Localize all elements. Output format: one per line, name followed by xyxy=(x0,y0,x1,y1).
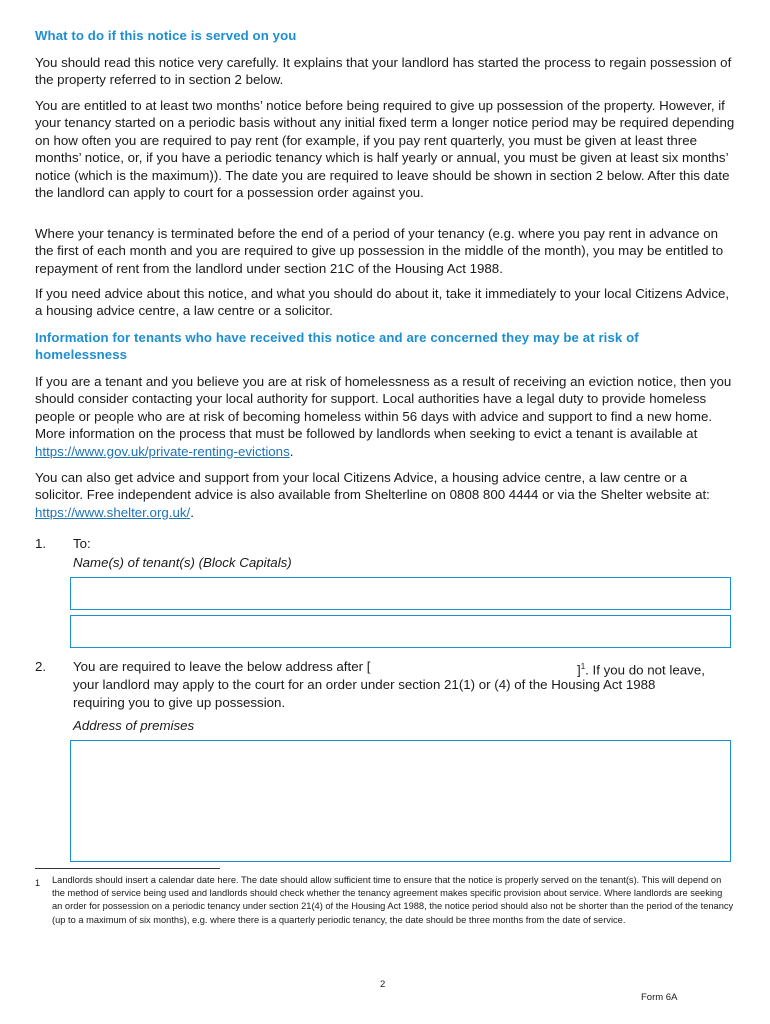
shelter-link[interactable]: https://www.shelter.org.uk/ xyxy=(35,504,191,520)
item-1-label: To: xyxy=(73,536,91,551)
leave-date-text-after: . If you do not leave, xyxy=(585,662,705,678)
paragraph-advice: If you need advice about this notice, and what you should do about it, take it immediately to your local Citizens Advice, a housing advice centre, a law centre or a solicitor. xyxy=(35,286,730,319)
paragraph-local-authority-text: If you are a tenant and you believe you are at risk of homelessness as a result of receiving an eviction notice, then you should consider contacting your local authority for support. Local authorities have a legal duty to provide homeless people or people who are at risk of becoming homeless within 56 days with advice and support to find a new home. More information on the process that must be followed by landlords when seeking to evict a tenant is available at xyxy=(35,374,732,442)
date-bracket-close: ] xyxy=(577,662,581,678)
address-field[interactable] xyxy=(70,740,731,862)
paragraph-read-notice: You should read this notice very carefully. It explains that your landlord has started the process to regain possession of the property referred to in section 2 below. xyxy=(35,55,732,88)
footnote-marker: 1 xyxy=(35,878,41,888)
footnote-text: Landlords should insert a calendar date here. The date should allow sufficient time to ensure that the notice is properly served on the tenant(s). This will depend on the method of service being used and landlords should check whether the tenancy agreement makes specific provision about service. Where landlords are seeking an order for possession on a periodic tenancy under section 21(4) of the Housing Act 1988, the notice period should also not be shorter than the period of the tenancy (up to a maximum of six months), e.g. where there is a quarterly periodic tenancy, the date should be three months from the date of service. xyxy=(52,875,734,925)
page-number: 2 xyxy=(380,979,386,990)
paragraph-shelter-text: You can also get advice and support from your local Citizens Advice, a housing advice centre, a law centre or a solicitor. Free independent advice is also available from Shelterline on 0808 800 4444 or via the Shelter website at: xyxy=(35,470,710,503)
form-name: Form 6A xyxy=(641,992,678,1003)
paragraph-shelter xyxy=(35,469,735,521)
leave-date-text-line-3: requiring you to give up possession. xyxy=(73,695,286,710)
paragraph-local-authority-end: . xyxy=(289,443,294,459)
leave-date-field[interactable] xyxy=(398,656,574,674)
tenant-names-label: Name(s) of tenant(s) (Block Capitals) xyxy=(73,555,292,570)
item-1-number: 1. xyxy=(35,536,47,551)
gov-evictions-link[interactable]: https://www.gov.uk/private-renting-evictions xyxy=(35,443,290,459)
section-heading-what-to-do: What to do if this notice is served on you xyxy=(35,28,297,43)
section-heading-homelessness: Information for tenants who have received this notice and are concerned they may be at risk of homelessness xyxy=(35,330,639,362)
leave-date-text-line-2: your landlord may apply to the court for an order under section 21(1) or (4) of the Housing Act 1988 xyxy=(73,677,656,692)
tenant-name-field-2[interactable] xyxy=(70,615,731,648)
item-2-number: 2. xyxy=(35,659,47,674)
leave-date-text-before: You are required to leave the below address after [ xyxy=(73,659,371,674)
paragraph-shelter-end: . xyxy=(190,504,194,520)
paragraph-notice-period: You are entitled to at least two months’ notice before being required to give up possession of the property. However, if your tenancy started on a periodic basis without any initial fixed term a longer notice period may be required depending on how often you are required to pay rent (for example, if you pay rent quarterly, you must be given at least three months’ notice, or, if you have a periodic tenancy which is half yearly or annual, you must be given at least six months’ notice (which is the maximum)). The date you are required to leave should be shown in section 2 below. After this date the landlord can apply to court for a possession order against you. xyxy=(35,98,735,201)
address-label: Address of premises xyxy=(73,718,195,733)
footnote-divider xyxy=(35,868,220,869)
paragraph-local-authority xyxy=(35,373,735,460)
footnote-reference: 1 xyxy=(580,662,586,671)
tenant-name-field-1[interactable] xyxy=(70,577,731,610)
paragraph-rent-repayment: Where your tenancy is terminated before the end of a period of your tenancy (e.g. where you pay rent in advance on the first of each month and you are required to give up possession in the middle of the month), you may be entitled to repayment of rent from the landlord under section 21C of the Housing Act 1988. xyxy=(35,226,724,276)
